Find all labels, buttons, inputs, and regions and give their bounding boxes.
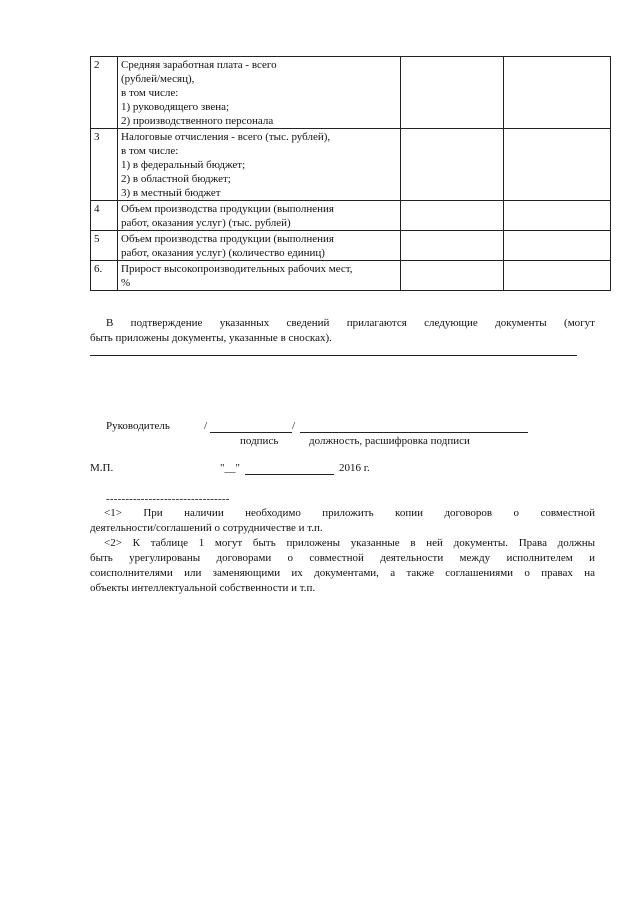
footnote-1 xyxy=(90,506,595,536)
indicator-line: работ, оказания услуг) (тыс. рублей) xyxy=(121,217,291,229)
footnote-1-line-1: <1> При наличии необходимо приложить копии договоров о совместной xyxy=(104,507,595,519)
indicator-line: Объем производства продукции (выполнения xyxy=(121,203,334,215)
value-cell-1[interactable] xyxy=(401,201,504,231)
value-cell-1[interactable] xyxy=(401,231,504,261)
position-name-line[interactable] xyxy=(300,432,528,433)
row-number: 2 xyxy=(91,57,118,129)
signature-caption: подпись xyxy=(240,435,279,447)
indicator-description xyxy=(118,57,401,129)
indicator-description xyxy=(118,231,401,261)
row-number: 4 xyxy=(91,201,118,231)
head-label: Руководитель xyxy=(106,420,170,432)
date-year: 2016 г. xyxy=(339,462,370,474)
indicator-line: в том числе: xyxy=(121,87,179,99)
indicator-description xyxy=(118,261,401,291)
footnote-2-line-3: соисполнителями или заменяющими их документами, а также соглашениями о правах на xyxy=(90,567,595,579)
indicator-description xyxy=(118,201,401,231)
indicators-table xyxy=(90,56,611,291)
footnote-separator: -------------------------------- xyxy=(106,493,230,505)
footnote-1-line-2: деятельности/соглашений о сотрудничестве и т.п. xyxy=(90,522,323,534)
indicator-description xyxy=(118,129,401,201)
value-cell-1[interactable] xyxy=(401,57,504,129)
position-caption: должность, расшифровка подписи xyxy=(309,435,470,447)
value-cell-2[interactable] xyxy=(504,201,611,231)
table-row xyxy=(91,129,611,201)
indicator-line: % xyxy=(121,277,131,289)
table-row xyxy=(91,57,611,129)
slash-left: / xyxy=(204,420,208,432)
table-row xyxy=(91,261,611,291)
indicator-line: 2) в областной бюджет; xyxy=(121,173,231,185)
confirmation-paragraph xyxy=(90,316,595,346)
indicator-line: Средняя заработная плата - всего xyxy=(121,59,277,71)
indicator-line: 3) в местный бюджет xyxy=(121,187,221,199)
footnote-2 xyxy=(90,536,595,596)
row-number: 3 xyxy=(91,129,118,201)
value-cell-2[interactable] xyxy=(504,129,611,201)
date-day: "__" xyxy=(220,462,240,474)
value-cell-1[interactable] xyxy=(401,129,504,201)
value-cell-2[interactable] xyxy=(504,261,611,291)
documents-list-line xyxy=(90,355,577,356)
confirmation-line-2: быть приложены документы, указанные в сносках). xyxy=(90,332,332,344)
indicator-line: работ, оказания услуг) (количество единиц) xyxy=(121,247,325,259)
date-month-line[interactable] xyxy=(245,474,334,475)
indicator-line: 1) руководящего звена; xyxy=(121,101,230,113)
indicator-line: Прирост высокопроизводительных рабочих мест, xyxy=(121,263,353,275)
footnote-2-line-1: <2> К таблице 1 могут быть приложены указанные в ней документы. Права должны xyxy=(104,537,595,549)
confirmation-line-1: В подтверждение указанных сведений прилагаются следующие документы (могут xyxy=(106,317,595,329)
signature-line[interactable] xyxy=(210,432,292,433)
indicator-line: 1) в федеральный бюджет; xyxy=(121,159,246,171)
value-cell-2[interactable] xyxy=(504,57,611,129)
indicator-line: в том числе: xyxy=(121,145,179,157)
row-number: 6. xyxy=(91,261,118,291)
value-cell-2[interactable] xyxy=(504,231,611,261)
slash-right: / xyxy=(292,420,296,432)
row-number: 5 xyxy=(91,231,118,261)
footnote-2-line-2: быть урегулированы договорами о совместной деятельности между исполнителем и xyxy=(90,552,595,564)
indicator-line: Объем производства продукции (выполнения xyxy=(121,233,334,245)
indicator-line: Налоговые отчисления - всего (тыс. рублей), xyxy=(121,131,331,143)
mp-label: М.П. xyxy=(90,462,114,474)
table-row xyxy=(91,201,611,231)
indicator-line: (рублей/месяц), xyxy=(121,73,195,85)
table-row xyxy=(91,231,611,261)
footnote-2-line-4: объекты интеллектуальной собственности и т.п. xyxy=(90,582,316,594)
value-cell-1[interactable] xyxy=(401,261,504,291)
indicator-line: 2) производственного персонала xyxy=(121,115,274,127)
